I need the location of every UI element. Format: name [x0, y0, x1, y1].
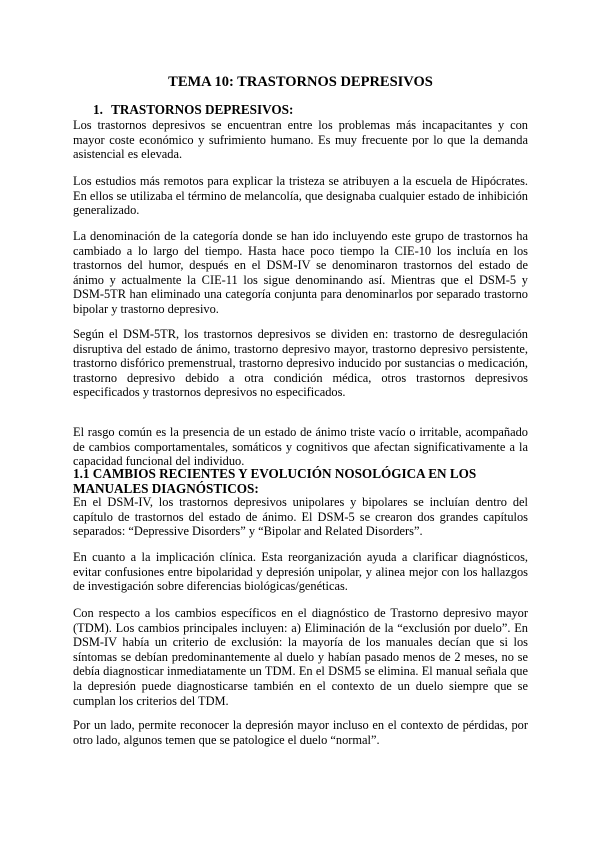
- section-heading-text: TRASTORNOS DEPRESIVOS:: [111, 102, 294, 117]
- paragraph-3: La denominación de la categoría donde se han ido incluyendo este grupo de trastornos ha cambiado a lo largo del tiempo. Hasta hace poco tiempo la CIE-10 los incluía en los trastornos del humor, después en el DSM-IV se denominaron trastornos del estado de ánimo y actualmente la CIE-11 los sigue denominando así. Mientras que el DSM-5 y DSM-5TR han eliminado una categoría conjunta para denominarlos por separado trastorno bipolar y trastorno depresivo.: [73, 229, 528, 316]
- section-number: 1.: [93, 102, 103, 117]
- paragraph-5: El rasgo común es la presencia de un estado de ánimo triste vacío o irritable, acompañado de cambios comportamentales, somáticos y cognitivos que afectan significativamente a la capacidad funcional del individuo.: [73, 425, 528, 469]
- paragraph-4: Según el DSM-5TR, los trastornos depresivos se dividen en: trastorno de desregulación disruptiva del estado de ánimo, trastorno depresivo mayor, trastorno depresivo persistente, trastorno disfórico premenstrual, trastorno depresivo inducido por sustancias o medicación, trastorno depresivo debido a otra condición médica, otros trastornos depresivos especificados y trastornos depresivos no especificados.: [73, 327, 528, 400]
- page-title: TEMA 10: TRASTORNOS DEPRESIVOS: [168, 74, 433, 90]
- section-heading-1: [93, 102, 293, 118]
- paragraph-8: Con respecto a los cambios específicos en el diagnóstico de Trastorno depresivo mayor (TDM). Los cambios principales incluyen: a) Eliminación de la “exclusión por duelo”. En DSM-IV había un criterio de exclusión: la mayoría de los manuales decían que si los síntomas se debían predominantemente al duelo y habían pasado menos de 2 meses, no se debía diagnosticar inmediatamente un TDM. En el DSM5 se elimina. El manual señala que la depresión puede diagnosticarse también en el contexto de un duelo siempre que se cumplan los criterios del TDM.: [73, 606, 528, 708]
- paragraph-1: Los trastornos depresivos se encuentran entre los problemas más incapacitantes y con mayor coste económico y sufrimiento humano. Es muy frecuente por lo que la demanda asistencial es elevada.: [73, 118, 528, 162]
- paragraph-6: En el DSM-IV, los trastornos depresivos unipolares y bipolares se incluían dentro del capítulo de trastornos del estado de ánimo. El DSM-5 se crearon dos grandes capítulos separados: “Depressive Disorders” y “Bipolar and Related Disorders”.: [73, 495, 528, 539]
- paragraph-2: Los estudios más remotos para explicar la tristeza se atribuyen a la escuela de Hipócrates. En ellos se utilizaba el término de melancolía, que designaba cualquier estado de inhibición generalizado.: [73, 174, 528, 218]
- paragraph-9: Por un lado, permite reconocer la depresión mayor incluso en el contexto de pérdidas, por otro lado, algunos temen que se patologice el duelo “normal”.: [73, 718, 528, 747]
- section-heading-2: 1.1 CAMBIOS RECIENTES Y EVOLUCIÓN NOSOLÓGICA EN LOS MANUALES DIAGNÓSTICOS:: [73, 466, 477, 496]
- paragraph-7: En cuanto a la implicación clínica. Esta reorganización ayuda a clarificar diagnósticos, evitar confusiones entre bipolaridad y depresión unipolar, y alinea mejor con los hallazgos de investigación sobre diferencias biológicas/genéticas.: [73, 550, 528, 594]
